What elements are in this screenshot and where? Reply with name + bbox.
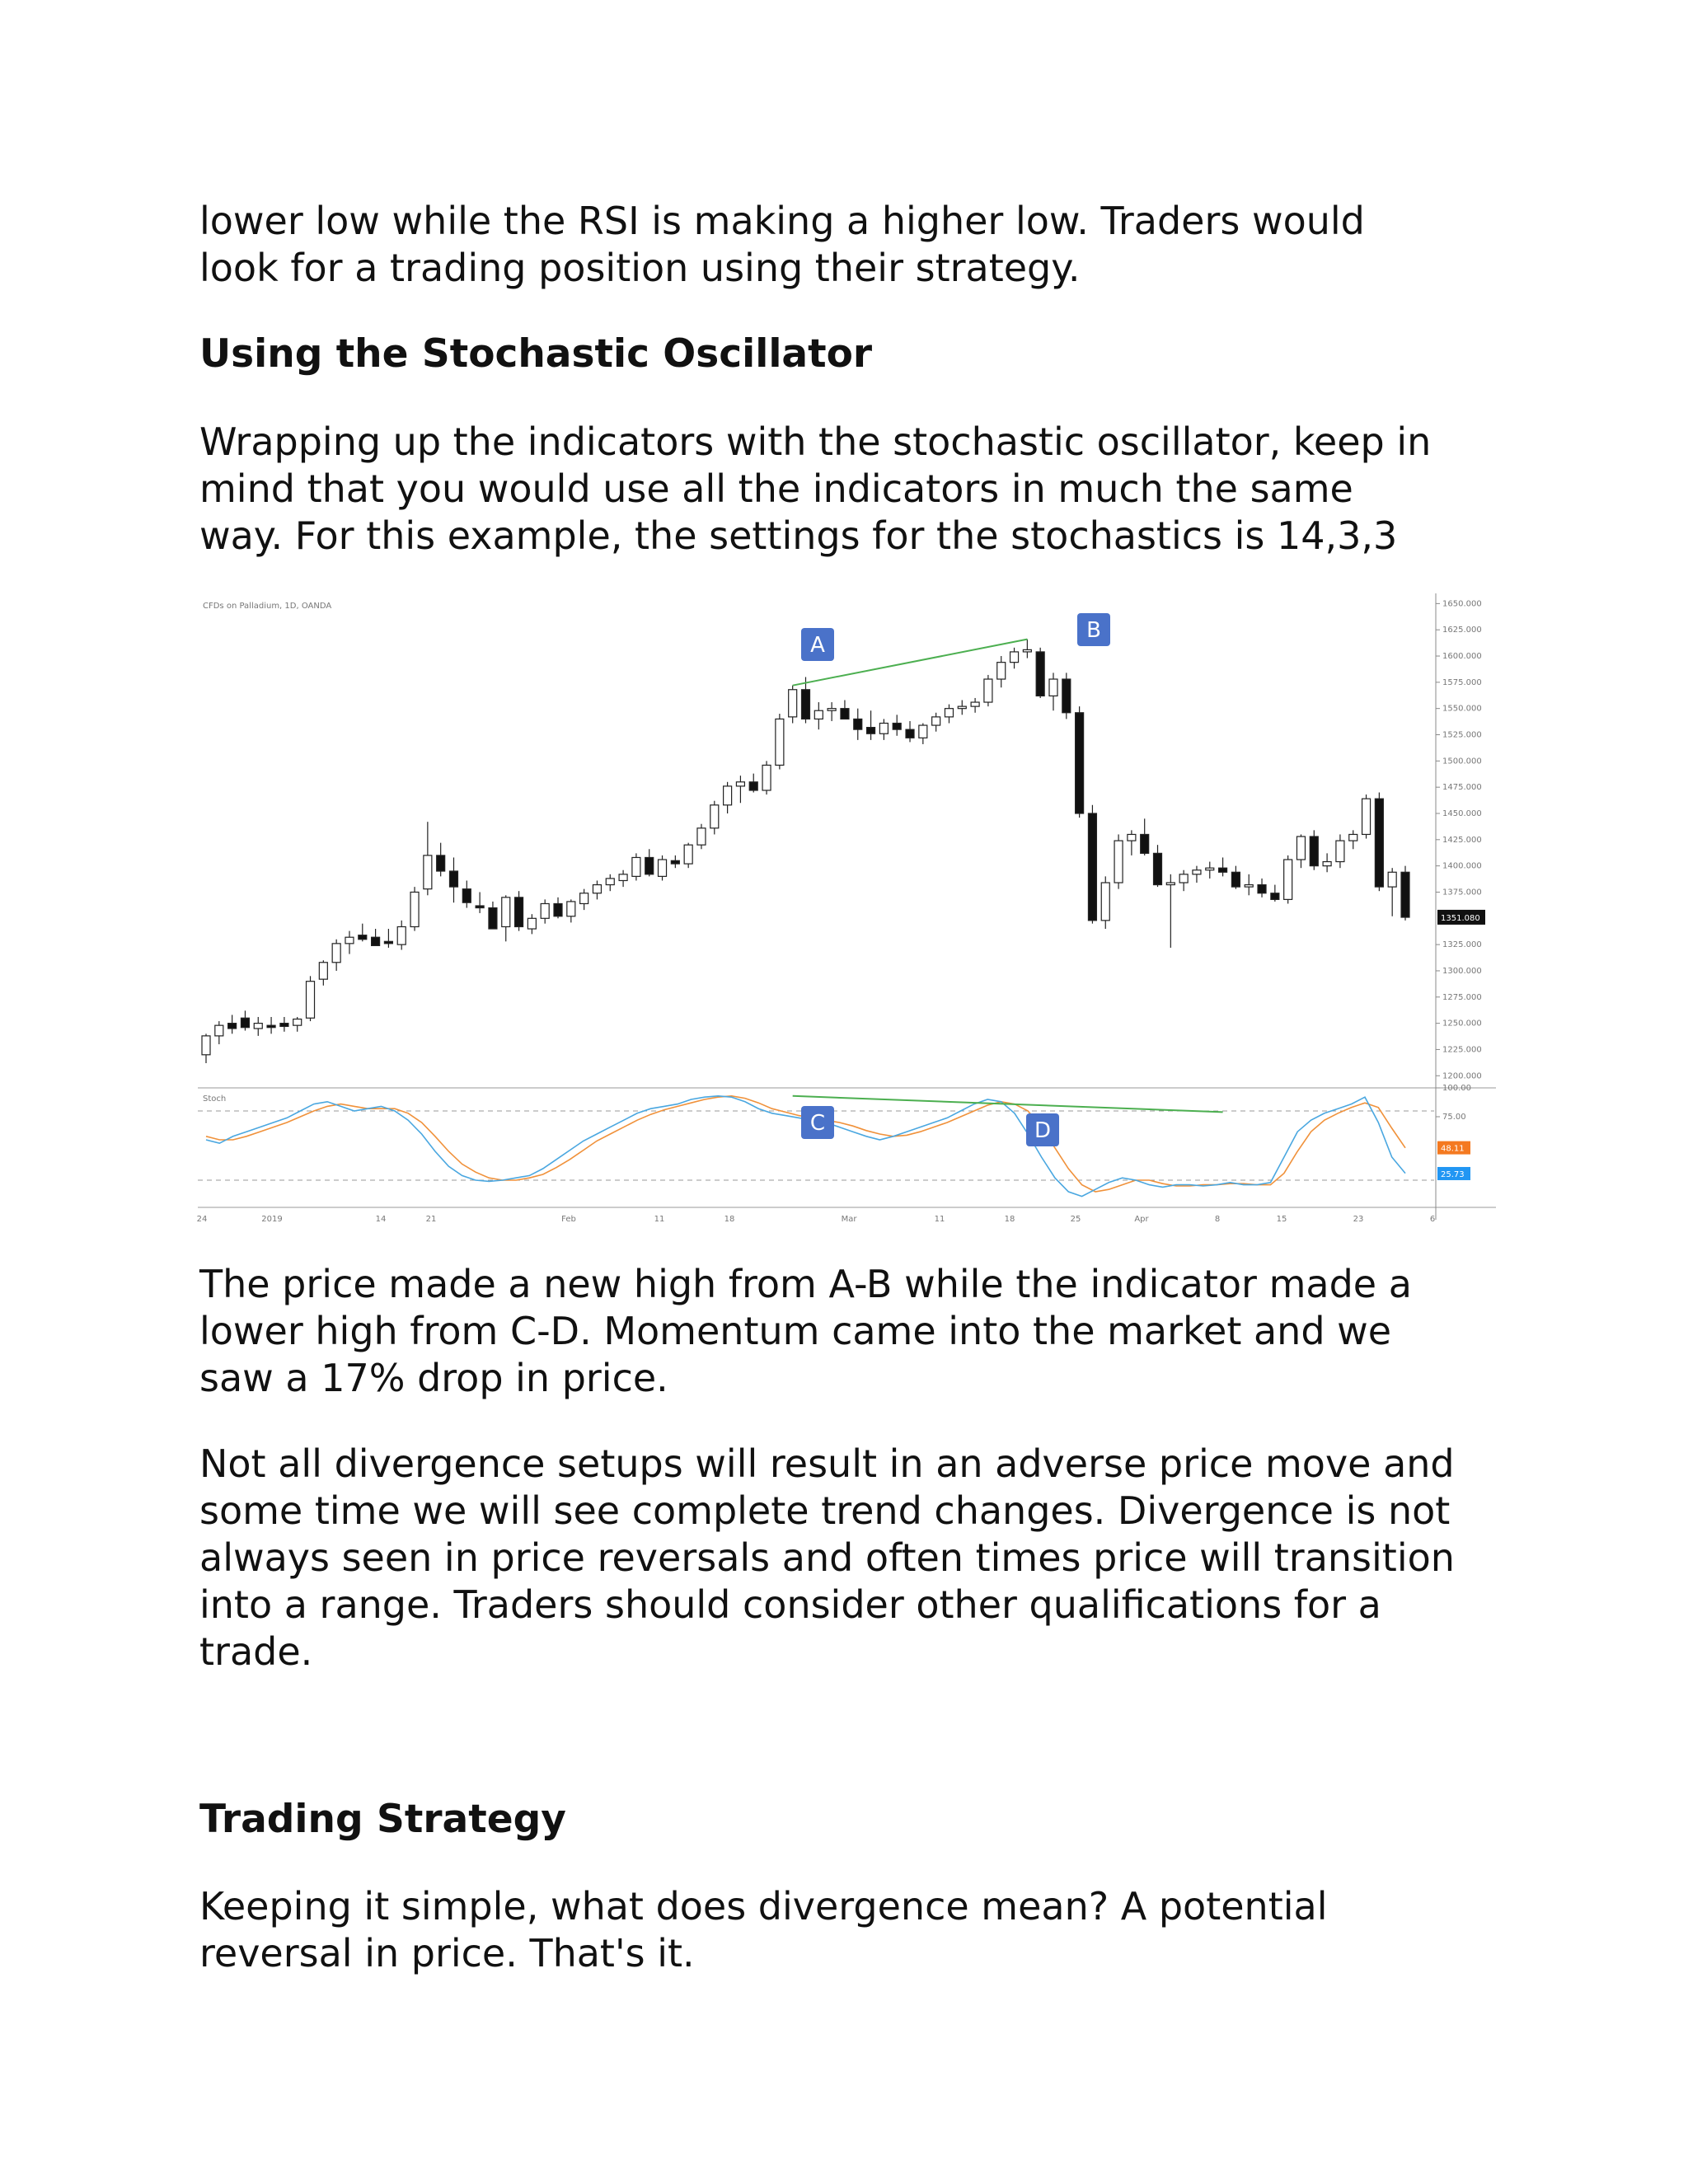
text-line: way. For this example, the settings for the stochastics is 14,3,3	[199, 513, 1398, 558]
annotation-label-b: B	[1086, 618, 1101, 643]
stoch-d-value: 48.11	[1441, 1144, 1465, 1154]
candle-body	[1141, 834, 1149, 853]
candle-body	[424, 855, 432, 889]
text-line: Not all divergence setups will result in an adverse price move and	[199, 1441, 1455, 1486]
palladium-stochastic-chart	[198, 593, 1496, 1228]
candle-body	[319, 963, 327, 979]
candle-body	[659, 860, 667, 876]
candle-body	[476, 906, 484, 908]
candle-body	[854, 719, 862, 729]
candle-body	[567, 902, 575, 916]
candle-body	[254, 1024, 262, 1029]
price-tick-label: 1200.000	[1442, 1071, 1482, 1081]
candle-body	[1179, 874, 1188, 883]
candle-body	[1310, 837, 1318, 866]
candle-body	[528, 918, 536, 929]
candle-body	[814, 710, 823, 719]
time-tick-label: 18	[724, 1215, 735, 1224]
candle-body	[1076, 713, 1084, 813]
candle-body	[893, 724, 901, 730]
price-tick-label: 1400.000	[1442, 861, 1482, 871]
time-tick-label: 2019	[261, 1215, 283, 1224]
candle-body	[1388, 872, 1396, 887]
price-tick-label: 1575.000	[1442, 677, 1482, 687]
time-tick-label: 21	[425, 1215, 437, 1224]
time-tick-label: 23	[1353, 1215, 1364, 1224]
price-tick-label: 1300.000	[1442, 966, 1482, 976]
text-line: into a range. Traders should consider other qualifications for a	[199, 1582, 1381, 1627]
candle-body	[619, 874, 627, 881]
text-line: The price made a new high from A-B while the indicator made a	[199, 1262, 1412, 1306]
candle-body	[1049, 679, 1057, 696]
time-tick-label: Feb	[561, 1215, 576, 1224]
candle-body	[1284, 860, 1292, 899]
candle-body	[932, 717, 940, 725]
candle-body	[332, 944, 340, 963]
candle-body	[215, 1025, 223, 1036]
time-tick-label: 11	[654, 1215, 665, 1224]
candle-body	[879, 724, 888, 734]
price-tick-label: 1550.000	[1442, 704, 1482, 714]
candle-body	[697, 828, 706, 845]
price-tick-label: 1475.000	[1442, 783, 1482, 793]
price-tick-label: 1525.000	[1442, 730, 1482, 740]
candle-body	[1362, 799, 1371, 834]
candle-body	[267, 1025, 275, 1028]
candle-body	[359, 935, 367, 940]
candle-body	[1036, 652, 1044, 696]
candle-body	[384, 941, 392, 944]
candle-body	[1114, 841, 1123, 883]
candle-body	[541, 903, 549, 918]
candle-body	[1062, 679, 1071, 713]
candle-body	[280, 1024, 288, 1027]
time-tick-label: 14	[375, 1215, 387, 1224]
candle-body	[449, 871, 457, 887]
text-line: reversal in price. That's it.	[199, 1931, 695, 1975]
chart-svg	[198, 593, 1496, 1228]
price-tick-label: 1450.000	[1442, 808, 1482, 818]
candle-body	[724, 786, 732, 805]
chart-title: CFDs on Palladium, 1D, OANDA	[203, 602, 332, 611]
candle-body	[228, 1024, 237, 1029]
candle-body	[906, 729, 914, 738]
candle-body	[1401, 872, 1409, 917]
candle-body	[462, 889, 471, 903]
price-tick-label: 1425.000	[1442, 835, 1482, 845]
time-tick-label: 25	[1070, 1215, 1081, 1224]
candle-body	[293, 1019, 302, 1026]
text-line: saw a 17% drop in price.	[199, 1356, 668, 1400]
candle-body	[645, 857, 654, 874]
candle-body	[372, 937, 380, 945]
time-tick-label: 18	[1004, 1215, 1015, 1224]
candle-body	[749, 782, 757, 790]
candle-body	[789, 690, 797, 717]
candle-body	[307, 982, 315, 1019]
candle-body	[945, 709, 953, 717]
candle-body	[1219, 868, 1227, 872]
text-line: mind that you would use all the indicators in much the same	[199, 466, 1353, 511]
candle-body	[919, 725, 927, 738]
time-tick-label: Mar	[841, 1215, 857, 1224]
candle-body	[397, 926, 406, 944]
candle-body	[828, 709, 836, 711]
candle-body	[867, 728, 875, 734]
candle-body	[1296, 837, 1305, 860]
candle-body	[241, 1018, 249, 1027]
stoch-panel-label: Stoch	[203, 1094, 227, 1104]
price-tick-label: 1325.000	[1442, 940, 1482, 950]
candle-body	[515, 898, 523, 927]
candle-body	[776, 719, 784, 765]
text-line: Wrapping up the indicators with the stochastic oscillator, keep in	[199, 419, 1432, 464]
time-tick-label: 24	[196, 1215, 208, 1224]
annotation-label-a: A	[810, 633, 825, 658]
candle-body	[1166, 883, 1175, 885]
paragraph-stochastic-intro	[199, 419, 1518, 560]
candle-body	[1154, 853, 1162, 884]
text-line: Keeping it simple, what does divergence mean? A potential	[199, 1884, 1328, 1929]
price-tick-label: 1500.000	[1442, 757, 1482, 766]
candle-body	[1206, 868, 1214, 870]
paragraph-strategy	[199, 1883, 1518, 1977]
price-tick-label: 1375.000	[1442, 888, 1482, 898]
candle-body	[437, 855, 445, 871]
time-tick-label: 6	[1429, 1215, 1436, 1224]
candle-body	[410, 892, 419, 926]
stoch-k-value: 25.73	[1441, 1169, 1465, 1179]
candle-body	[606, 879, 614, 885]
candle-body	[1193, 870, 1201, 874]
candle-body	[1375, 799, 1383, 887]
candle-body	[762, 765, 771, 790]
stoch-divergence-line	[793, 1096, 1223, 1113]
last-price-label: 1351.080	[1441, 913, 1480, 923]
price-tick-label: 1275.000	[1442, 992, 1482, 1002]
candle-body	[802, 690, 810, 719]
candle-body	[1128, 834, 1136, 841]
price-tick-label: 1225.000	[1442, 1045, 1482, 1055]
candle-body	[710, 805, 719, 828]
candle-body	[489, 908, 497, 929]
time-tick-label: 8	[1214, 1215, 1221, 1224]
paragraph-rsi-divergence	[199, 198, 1518, 292]
candle-body	[345, 937, 354, 944]
time-tick-label: Apr	[1134, 1215, 1149, 1224]
time-tick-label: 11	[934, 1215, 945, 1224]
text-line: look for a trading position using their strategy.	[199, 246, 1081, 290]
candle-body	[593, 885, 601, 893]
text-line: trade.	[199, 1629, 313, 1674]
candle-body	[958, 706, 966, 709]
candle-body	[502, 898, 510, 927]
text-line: always seen in price reversals and often times price will transition	[199, 1535, 1455, 1580]
text-line: some time we will see complete trend changes. Divergence is not	[199, 1488, 1451, 1533]
candle-body	[1336, 841, 1344, 861]
candle-body	[1010, 652, 1019, 663]
price-tick-label: 1650.000	[1442, 599, 1482, 609]
price-tick-label: 1600.000	[1442, 652, 1482, 662]
candle-body	[202, 1036, 210, 1055]
candle-body	[971, 702, 979, 706]
candle-body	[1023, 649, 1031, 652]
candle-body	[841, 709, 849, 719]
candle-body	[1323, 862, 1331, 866]
time-tick-label: 15	[1276, 1215, 1287, 1224]
candle-body	[984, 679, 992, 702]
candle-body	[632, 857, 640, 876]
candle-body	[1271, 893, 1279, 900]
section-heading-stochastic: Using the Stochastic Oscillator	[199, 331, 873, 377]
candle-body	[580, 893, 588, 904]
text-line: lower low while the RSI is making a higher low. Traders would	[199, 199, 1365, 243]
annotation-label-c: C	[809, 1111, 826, 1136]
candle-body	[671, 860, 679, 864]
paragraph-divergence-caveats	[199, 1441, 1518, 1675]
candle-body	[1258, 885, 1266, 893]
candle-body	[1245, 885, 1253, 888]
section-heading-trading-strategy: Trading Strategy	[199, 1797, 566, 1842]
candle-body	[554, 903, 562, 916]
price-tick-label: 1625.000	[1442, 626, 1482, 635]
candle-body	[1088, 813, 1096, 921]
paragraph-divergence-result	[199, 1261, 1518, 1402]
price-tick-label: 1250.000	[1442, 1019, 1482, 1029]
stoch-tick-label: 75.00	[1442, 1113, 1466, 1122]
candle-body	[684, 845, 692, 864]
candle-body	[1349, 834, 1357, 841]
candle-body	[1101, 883, 1109, 921]
annotation-label-d: D	[1034, 1118, 1052, 1143]
text-line: lower high from C-D. Momentum came into the market and we	[199, 1309, 1392, 1353]
candle-body	[736, 782, 744, 786]
candle-body	[1231, 872, 1240, 887]
stoch-tick-label: 100.00	[1442, 1084, 1471, 1093]
candle-body	[997, 663, 1006, 679]
